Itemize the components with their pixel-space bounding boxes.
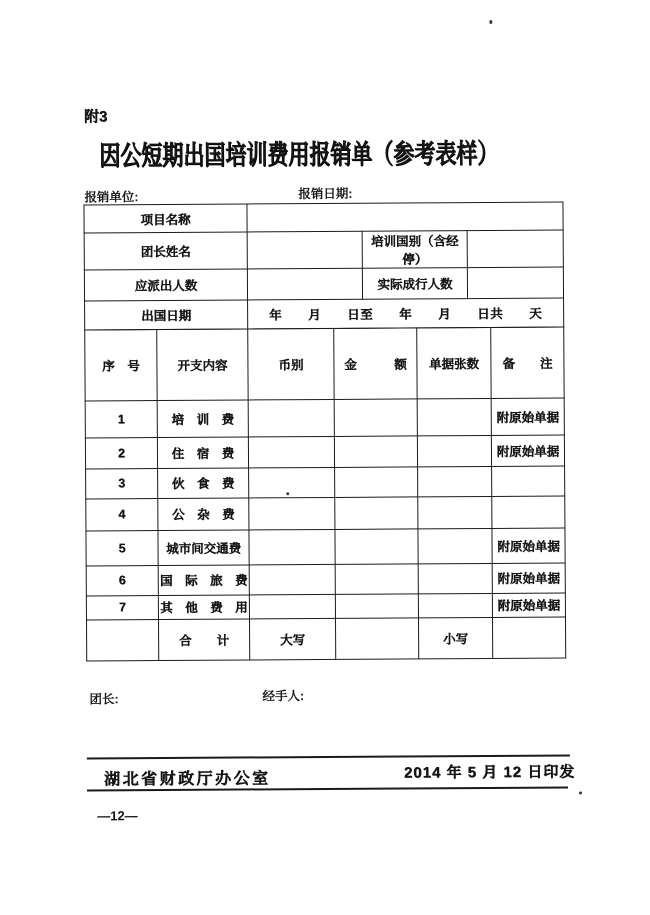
- row-amount: [335, 496, 418, 529]
- row-amount: [335, 528, 418, 564]
- info-table: [83, 202, 564, 331]
- leader-name-label: 团长姓名: [84, 232, 247, 270]
- row-receipts: [418, 593, 492, 617]
- info-row-dates: [85, 298, 564, 330]
- row-currency: [248, 436, 334, 468]
- scan-speck: [286, 492, 289, 495]
- project-name-value: [247, 202, 563, 232]
- annex-label: 附3: [83, 108, 108, 126]
- col-header-no: 序 号: [85, 329, 157, 400]
- row-currency: [249, 529, 335, 565]
- row-receipts: [417, 398, 491, 435]
- issuing-office: 湖北省财政厅办公室: [103, 770, 271, 789]
- actual-headcount-value: [467, 267, 563, 299]
- expense-table: [84, 326, 566, 661]
- info-row-project: [84, 202, 563, 233]
- actual-headcount-label: 实际成行人数: [362, 268, 467, 300]
- row-no: 3: [86, 468, 158, 498]
- print-date: 2014 年 5 月 12 日印发: [403, 763, 576, 782]
- row-receipts: [418, 528, 492, 563]
- col-header-remark: 备 注: [491, 327, 564, 398]
- row-amount: [335, 563, 418, 594]
- row-receipts: [418, 563, 492, 593]
- abroad-dates-label: 出国日期: [85, 300, 248, 330]
- row-remark: 附原始单据: [492, 593, 565, 617]
- row-content: 其 他 费 用: [158, 594, 249, 619]
- row-no: 5: [86, 530, 158, 565]
- col-header-receipts: 单据张数: [417, 327, 491, 398]
- row-remark: 附原始单据: [491, 398, 564, 435]
- row-content: 城市间交通费: [158, 529, 249, 565]
- total-amount-words-value: [335, 617, 418, 659]
- row-no: 1: [85, 400, 157, 437]
- page-title: 因公短期出国培训费用报销单（参考表样）: [99, 139, 499, 172]
- expense-row: [86, 563, 565, 596]
- row-receipts: [418, 466, 492, 496]
- planned-headcount-value: [247, 268, 362, 300]
- row-currency: [249, 564, 335, 595]
- row-receipts: [417, 435, 491, 466]
- project-name-label: 项目名称: [84, 204, 247, 233]
- row-currency: [249, 497, 335, 530]
- info-row-leader: [84, 230, 563, 270]
- row-currency: [249, 467, 335, 498]
- row-remark: 附原始单据: [492, 528, 565, 563]
- row-remark: 附原始单据: [492, 563, 565, 593]
- scan-speck: [579, 791, 582, 794]
- training-country-value: [467, 230, 563, 268]
- total-amount-words-label: 大写: [249, 618, 335, 660]
- total-label: 合 计: [158, 618, 249, 660]
- row-currency: [249, 594, 335, 619]
- row-amount: [334, 398, 417, 436]
- row-content: 国 际 旅 费: [158, 564, 249, 595]
- row-no: 6: [86, 565, 158, 595]
- row-content: 住 宿 费: [157, 436, 248, 468]
- expense-row: [85, 435, 564, 469]
- planned-headcount-label: 应派出人数: [84, 269, 247, 301]
- row-amount: [334, 435, 417, 467]
- row-content: 公 杂 费: [158, 497, 249, 530]
- total-amount-figures-value: [492, 617, 565, 658]
- total-row-blank: [86, 619, 158, 660]
- row-content: 伙 食 费: [158, 467, 249, 498]
- expense-row: [86, 466, 565, 499]
- info-row-headcount: [84, 267, 563, 301]
- row-amount: [335, 593, 418, 618]
- reimbursement-date-label: 报销日期:: [298, 186, 353, 202]
- abroad-dates-value: 年 月 日至 年 月 日共 天: [248, 298, 564, 329]
- expense-header-row: [85, 327, 564, 401]
- expense-row: [86, 496, 565, 531]
- scan-speck: [489, 20, 492, 24]
- page-number: —12—: [97, 808, 138, 824]
- row-no: 2: [85, 437, 157, 468]
- row-amount: [335, 466, 418, 497]
- row-no: 4: [86, 498, 158, 530]
- handler-signature-label: 经手人:: [262, 689, 305, 704]
- total-amount-figures-label: 小写: [418, 617, 492, 658]
- row-remark: [492, 496, 565, 528]
- row-currency: [248, 399, 334, 437]
- expense-row: [86, 593, 565, 620]
- col-header-content: 开支内容: [157, 328, 248, 400]
- total-row: [86, 617, 565, 661]
- leader-name-value: [247, 231, 362, 269]
- row-content: 培 训 费: [157, 399, 248, 437]
- expense-row: [86, 528, 565, 566]
- footer-rule-top: [87, 755, 570, 760]
- reimbursing-unit-label: 报销单位:: [84, 190, 139, 205]
- training-country-label: 培训国别（含经停）: [362, 231, 467, 269]
- leader-signature-label: 团长:: [89, 692, 119, 707]
- row-receipts: [418, 496, 492, 528]
- form-tables: [83, 202, 566, 661]
- expense-row: [85, 398, 564, 438]
- row-no: 7: [86, 595, 158, 619]
- col-header-amount: 金 额: [334, 327, 417, 399]
- row-remark: [492, 466, 565, 496]
- col-header-currency: 币别: [248, 328, 334, 400]
- row-remark: 附原始单据: [491, 435, 564, 466]
